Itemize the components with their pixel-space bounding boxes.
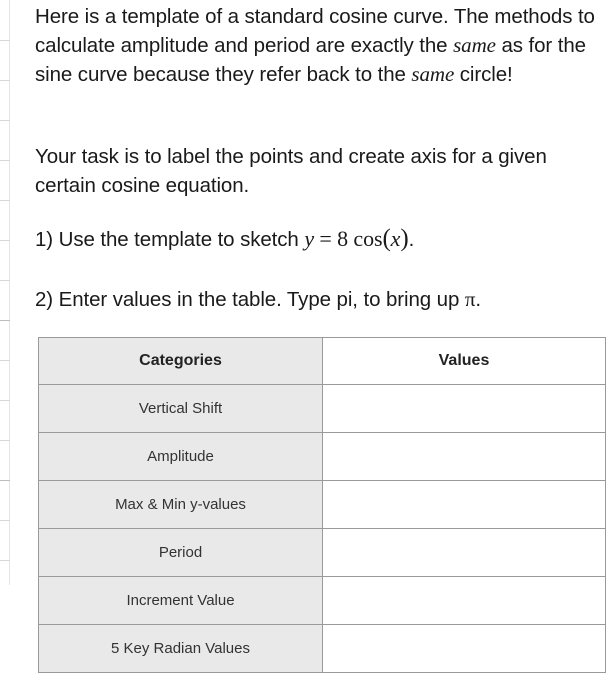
header-values: Values	[323, 338, 606, 385]
edge-rule	[0, 320, 10, 321]
equation	[304, 226, 408, 251]
table-row	[39, 529, 606, 577]
step-1-text: 1) Use the template to sketch	[35, 228, 305, 251]
equation-y: y	[304, 226, 314, 251]
header-categories: Categories	[39, 338, 323, 385]
edge-rule	[0, 400, 10, 401]
max-min-input[interactable]	[323, 481, 605, 528]
equation-x: x	[390, 226, 401, 251]
category-cell: Amplitude	[39, 433, 323, 481]
value-cell[interactable]	[323, 529, 606, 577]
value-cell[interactable]	[323, 481, 606, 529]
edge-rule	[0, 520, 10, 521]
answer-table	[38, 337, 606, 673]
period-input[interactable]	[323, 529, 605, 576]
intro-text: as for the sine curve because they refer back to the	[35, 34, 586, 86]
emphasis-same: same	[453, 33, 496, 57]
step-2-instruction	[35, 285, 610, 314]
table-row	[39, 385, 606, 433]
ruled-edge	[0, 0, 10, 600]
table-row	[39, 481, 606, 529]
amplitude-input[interactable]	[323, 433, 605, 480]
equation-body: = 8 cos	[314, 226, 383, 251]
table-row	[39, 433, 606, 481]
value-cell[interactable]	[323, 433, 606, 481]
category-cell: Increment Value	[39, 577, 323, 625]
edge-rule	[0, 40, 10, 41]
edge-rule	[0, 280, 10, 281]
edge-rule	[0, 560, 10, 561]
table-row	[39, 625, 606, 673]
equation-lparen: (	[382, 225, 391, 252]
edge-rule	[0, 80, 10, 81]
intro-text: Here is a template of a standard cosine curve. The methods to calculate amplitude and period are exactly the	[35, 5, 595, 57]
edge-rule	[0, 120, 10, 121]
equation-rparen: )	[400, 225, 409, 252]
table-row	[39, 577, 606, 625]
value-cell[interactable]	[323, 577, 606, 625]
category-cell: Max & Min y-values	[39, 481, 323, 529]
pi-symbol: π	[464, 287, 476, 311]
category-cell: Period	[39, 529, 323, 577]
category-cell: 5 Key Radian Values	[39, 625, 323, 673]
category-cell: Vertical Shift	[39, 385, 323, 433]
step-2-period: .	[475, 288, 481, 311]
task-paragraph: Your task is to label the points and create axis for a given certain cosine equation.	[35, 145, 547, 197]
step-1-period: .	[408, 228, 415, 251]
key-radian-values-input[interactable]	[323, 625, 605, 672]
edge-rule	[0, 200, 10, 201]
edge-rule	[0, 480, 10, 481]
value-cell[interactable]	[323, 385, 606, 433]
edge-rule	[0, 440, 10, 441]
edge-vertical-rule	[9, 0, 10, 585]
vertical-shift-input[interactable]	[323, 385, 605, 432]
step-1-instruction	[35, 224, 610, 254]
intro-text: circle!	[454, 63, 513, 86]
emphasis-same: same	[411, 62, 455, 86]
table-header-row	[39, 338, 606, 385]
step-2-text: 2) Enter values in the table. Type pi, to bring up	[35, 288, 465, 311]
value-cell[interactable]	[323, 625, 606, 673]
edge-rule	[0, 240, 10, 241]
intro-paragraph	[35, 2, 610, 89]
edge-rule	[0, 360, 10, 361]
increment-value-input[interactable]	[323, 577, 605, 624]
edge-rule	[0, 160, 10, 161]
